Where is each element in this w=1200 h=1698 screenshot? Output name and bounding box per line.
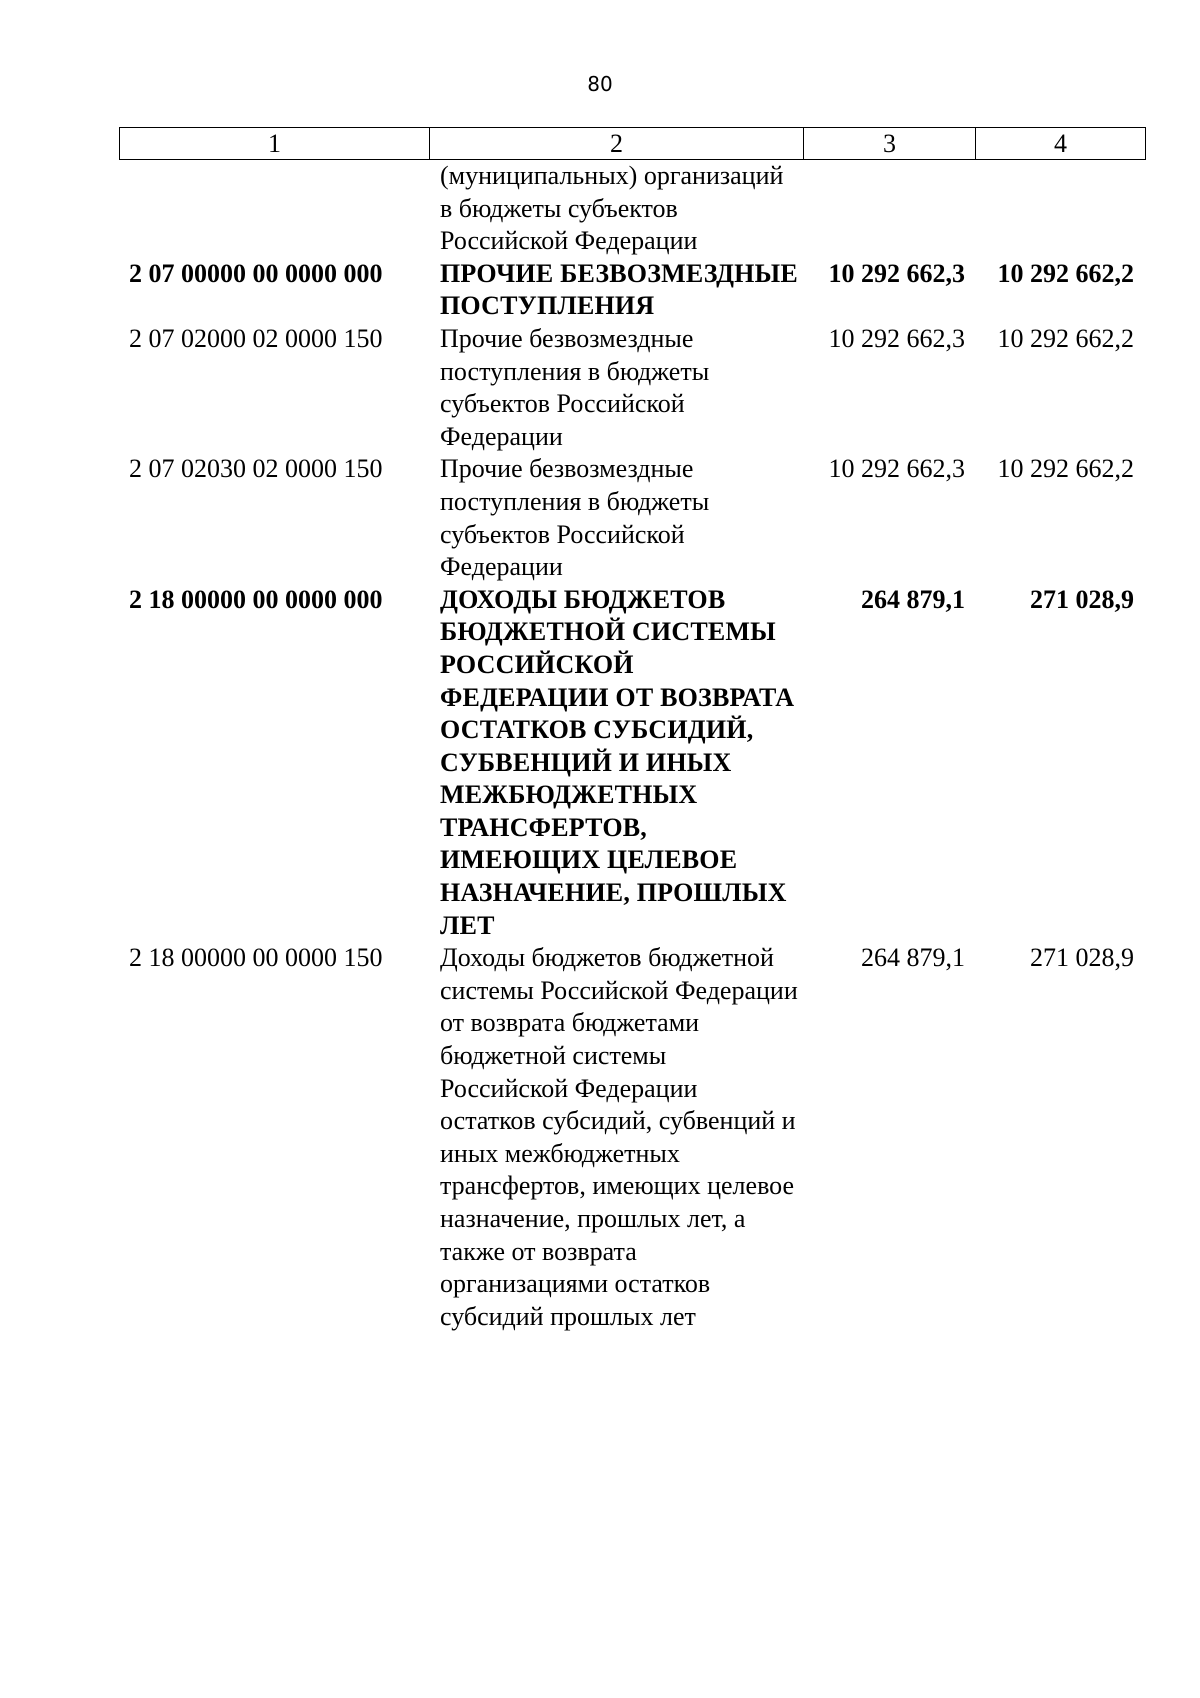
amount-column-4: 271 028,9 [1030,943,1134,973]
revenue-name: Доходы бюджетов бюджетной системы Российской Федерации от возврата бюджетами бюджетной системы Российской Федерации остатков субсидий, субвенций и иных межбюджетных трансфертов, имеющих целевое назначение, прошлых лет, а также от возврата организациями остатков субсидий прошлых лет [440,943,798,1331]
table-header [119,127,1146,160]
amount-column-3: 264 879,1 [861,584,965,614]
amount-column-4: 10 292 662,2 [997,323,1134,353]
column-header-3: 3 [804,128,976,159]
amount-column-3: 264 879,1 [861,943,965,973]
revenue-name: (муниципальных) организаций в бюджеты субъектов Российской Федерации [440,161,784,256]
table-row [119,453,1146,583]
amount-column-4: 271 028,9 [1030,584,1134,614]
amount-column-3 [803,160,975,258]
budget-code: 2 07 02000 02 0000 150 [129,323,383,353]
amount-column-4 [975,160,1144,258]
table-body [119,160,1146,1333]
budget-code [119,160,429,258]
budget-code: 2 07 00000 00 0000 000 [129,258,383,288]
table-row [119,323,1146,453]
table-row [119,160,1146,258]
table-row [119,258,1146,323]
budget-code: 2 18 00000 00 0000 000 [129,584,383,614]
column-header-4: 4 [1054,129,1067,158]
amount-column-4: 10 292 662,2 [997,258,1134,288]
budget-code: 2 18 00000 00 0000 150 [129,943,383,973]
revenue-name: ДОХОДЫ БЮДЖЕТОВ БЮДЖЕТНОЙ СИСТЕМЫ РОССИЙСКОЙ ФЕДЕРАЦИИ ОТ ВОЗВРАТА ОСТАТКОВ СУБСИДИЙ, СУБВЕНЦИЙ И ИНЫХ МЕЖБЮДЖЕТНЫХ ТРАНСФЕРТОВ, ИМЕЮЩИХ ЦЕЛЕВОЕ НАЗНАЧЕНИЕ, ПРОШЛЫХ ЛЕТ [440,584,795,940]
page-number: 80 [587,72,613,96]
budget-code: 2 07 02030 02 0000 150 [129,454,383,484]
revenue-name: Прочие безвозмездные поступления в бюджеты субъектов Российской Федерации [440,454,710,582]
revenue-name: Прочие безвозмездные поступления в бюджеты субъектов Российской Федерации [440,323,710,451]
column-header-2: 2 [430,128,804,159]
amount-column-3: 10 292 662,3 [828,323,965,353]
amount-column-3: 10 292 662,3 [828,454,965,484]
table-row [119,942,1146,1333]
amount-column-4: 10 292 662,2 [997,454,1134,484]
revenue-name: ПРОЧИЕ БЕЗВОЗМЕЗДНЫЕ ПОСТУПЛЕНИЯ [440,258,798,321]
table-row [119,584,1146,943]
amount-column-3: 10 292 662,3 [828,258,965,288]
column-header-1: 1 [120,128,430,159]
